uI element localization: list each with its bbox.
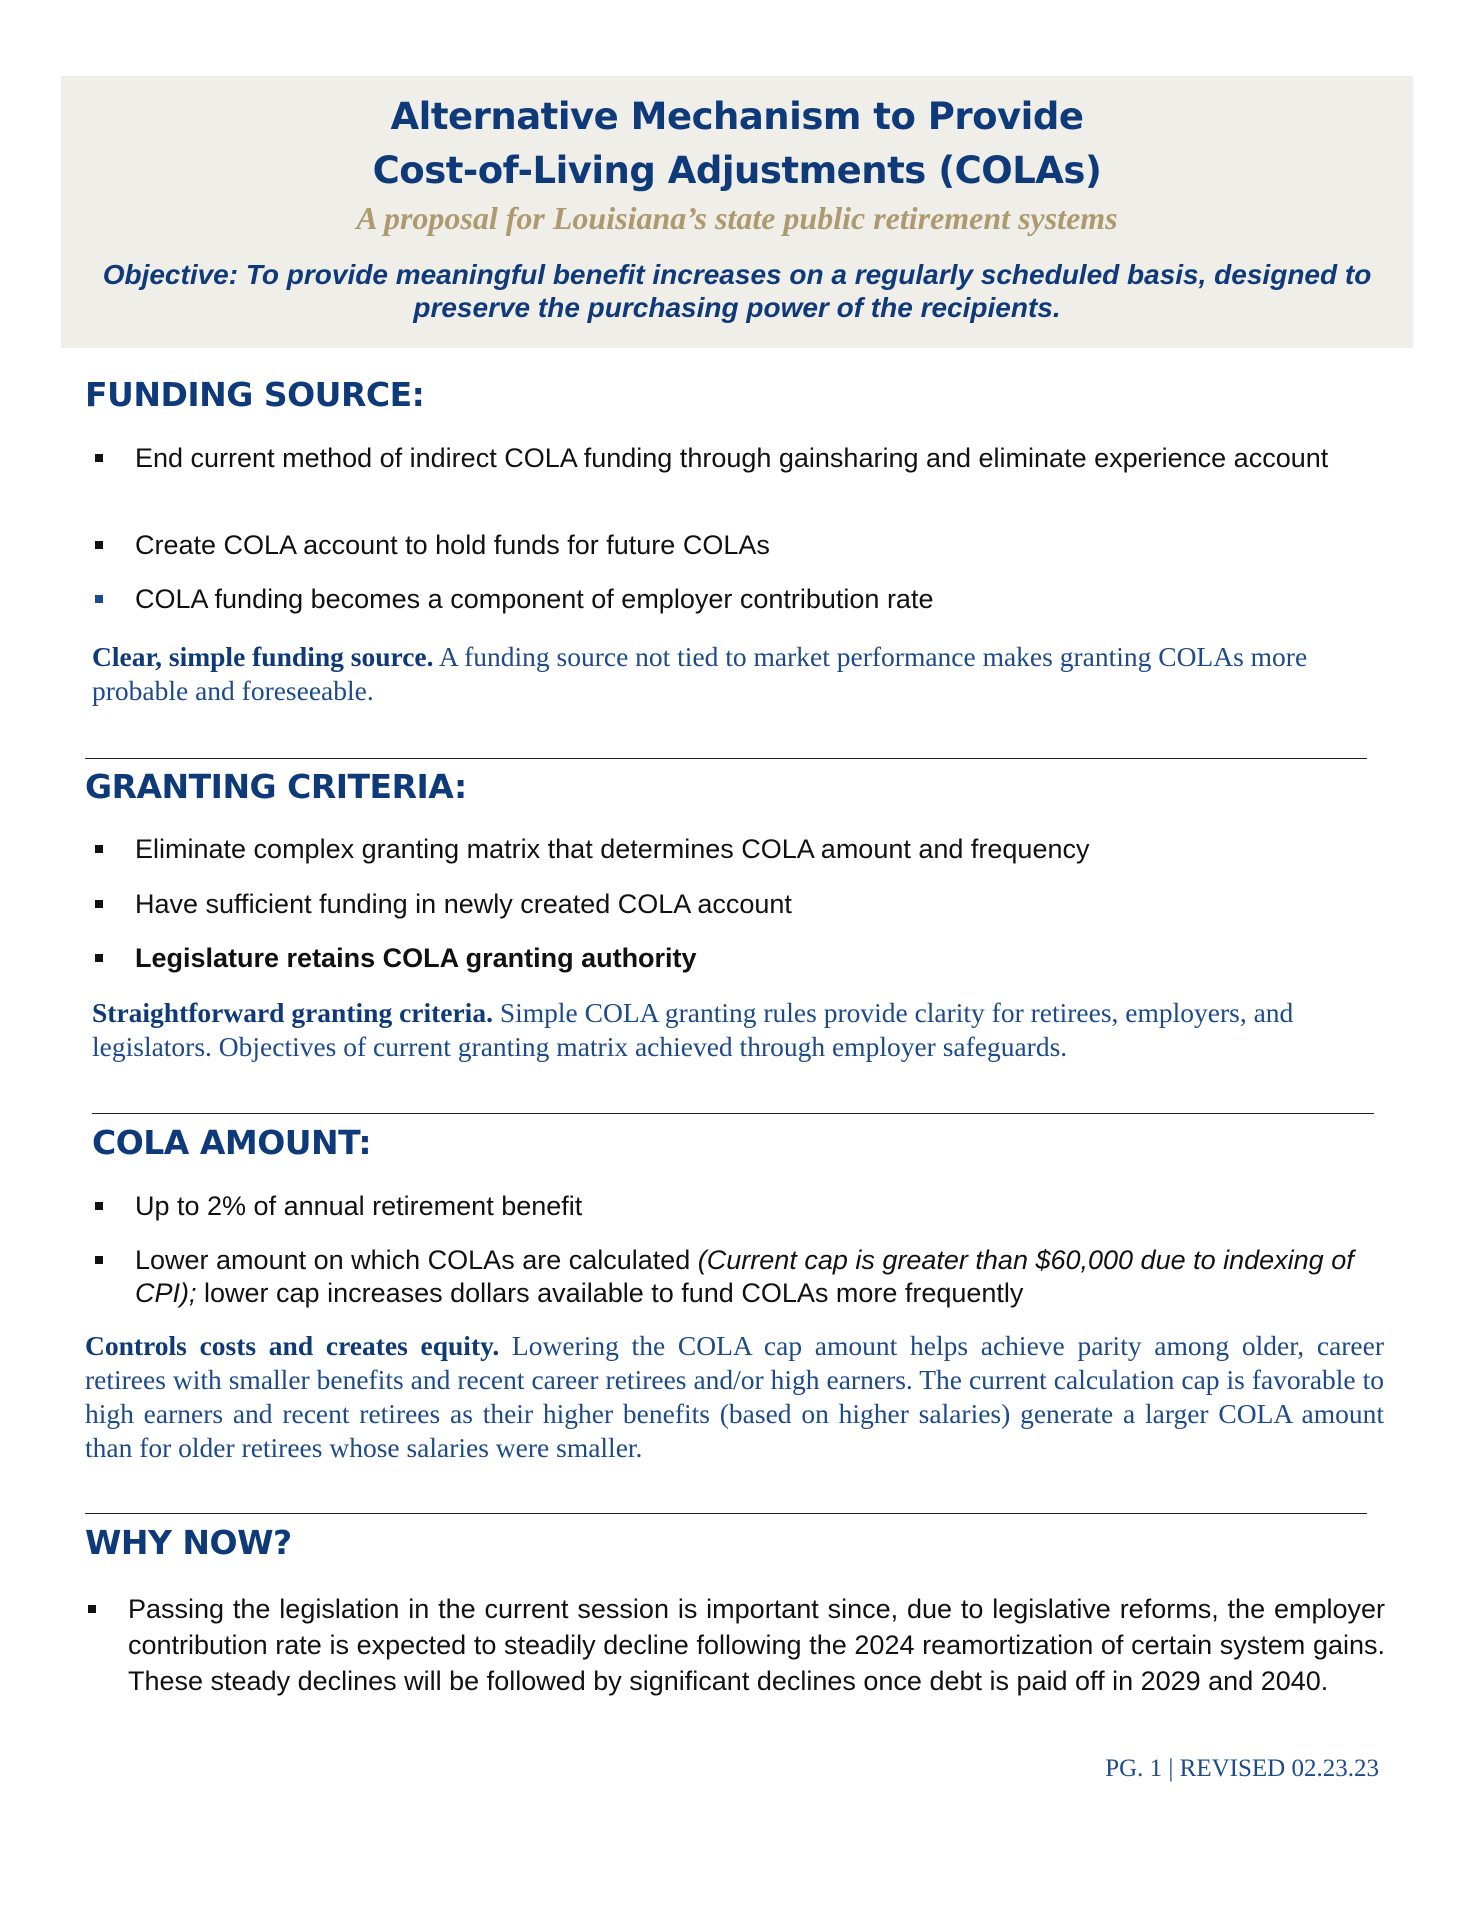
list-item-text: End current method of indirect COLA funding through gainsharing and eliminate experience account: [135, 443, 1329, 473]
section-divider: [85, 1513, 1367, 1514]
title-line-2: Cost-of-Living Adjustments (COLAs): [372, 149, 1102, 192]
list-item-text: COLA funding becomes a component of employer contribution rate: [135, 584, 934, 614]
funding-summary-lead: Clear, simple funding source.: [92, 641, 434, 672]
section-title-granting: GRANTING CRITERIA:: [85, 767, 467, 806]
list-item: [135, 888, 1385, 921]
bullet-marker: [95, 1256, 103, 1264]
bullet-marker: [95, 954, 103, 962]
list-item-text: Up to 2% of annual retirement benefit: [135, 1191, 583, 1221]
list-item: [135, 1244, 1385, 1310]
list-item: [135, 942, 1385, 975]
list-item-text-b: lower cap increases dollars available to fund COLAs more frequently: [196, 1278, 1024, 1308]
section-title-why-now: WHY NOW?: [85, 1523, 292, 1562]
list-item-text: Legislature retains COLA granting authority: [135, 943, 697, 973]
section-divider: [92, 1113, 1374, 1114]
list-item-text: Create COLA account to hold funds for future COLAs: [135, 530, 770, 560]
funding-summary-text: A funding source not tied to market performance makes granting COLAs more probable and foreseeable.: [92, 641, 1308, 706]
page-title: [61, 76, 1413, 198]
bullet-marker: [95, 900, 103, 908]
list-item-text: Passing the legislation in the current session is important since, due to legislative reforms, the employer contribution rate is expected to steadily decline following the 2024 reamortization of certain system gains. These steady declines will be followed by significant declines once debt is paid off in 2029 and 2040.: [128, 1594, 1385, 1696]
section-title-amount: COLA AMOUNT:: [92, 1123, 372, 1162]
list-item: [128, 1591, 1385, 1699]
header-banner: [61, 76, 1413, 348]
bullet-marker: [88, 1605, 96, 1613]
bullet-marker: [95, 595, 103, 603]
section-divider: [85, 758, 1367, 759]
title-line-1: Alternative Mechanism to Provide: [390, 95, 1084, 138]
page-footer: PG. 1 | REVISED 02.23.23: [1105, 1755, 1379, 1782]
granting-summary: [92, 996, 1384, 1064]
granting-summary-lead: Straightforward granting criteria.: [92, 997, 493, 1028]
list-item-text-italic: (Current cap is greater than $60,000 due to indexing of CPI);: [135, 1245, 1354, 1308]
amount-summary-text: Lowering the COLA cap amount helps achieve parity among older, career retirees with smaller benefits and recent career retirees and/or high earners. The current calculation cap is favorable to high earners and recent retirees as their higher benefits (based on higher salaries) generate a larger COLA amount than for older retirees whose salaries were smaller.: [85, 1330, 1384, 1463]
list-item-text: Have sufficient funding in newly created COLA account: [135, 889, 792, 919]
list-item-text: Eliminate complex granting matrix that determines COLA amount and frequency: [135, 834, 1090, 864]
bullet-marker: [95, 541, 103, 549]
section-title-funding: FUNDING SOURCE:: [85, 375, 425, 414]
bullet-marker: [95, 1202, 103, 1210]
objective-statement: Objective: To provide meaningful benefit increases on a regularly scheduled basis, designed to preserve the purchasing power of the recipients.: [102, 259, 1372, 323]
list-item: [135, 833, 1385, 866]
amount-summary-lead: Controls costs and creates equity.: [85, 1330, 500, 1361]
amount-summary: [85, 1329, 1384, 1465]
subtitle: A proposal for Louisiana’s state public retirement systems: [356, 200, 1118, 236]
list-item: [135, 583, 1385, 616]
list-item-text-a: Lower amount on which COLAs are calculated: [135, 1245, 698, 1275]
funding-summary: [92, 640, 1382, 708]
granting-summary-text: Simple COLA granting rules provide clarity for retirees, employers, and legislators. Objectives of current granting matrix achieved through employer safeguards.: [92, 997, 1294, 1062]
bullet-marker: [95, 845, 103, 853]
bullet-marker: [95, 454, 103, 462]
list-item: [135, 1190, 1385, 1223]
list-item: [135, 442, 1335, 475]
list-item: [135, 529, 1385, 562]
